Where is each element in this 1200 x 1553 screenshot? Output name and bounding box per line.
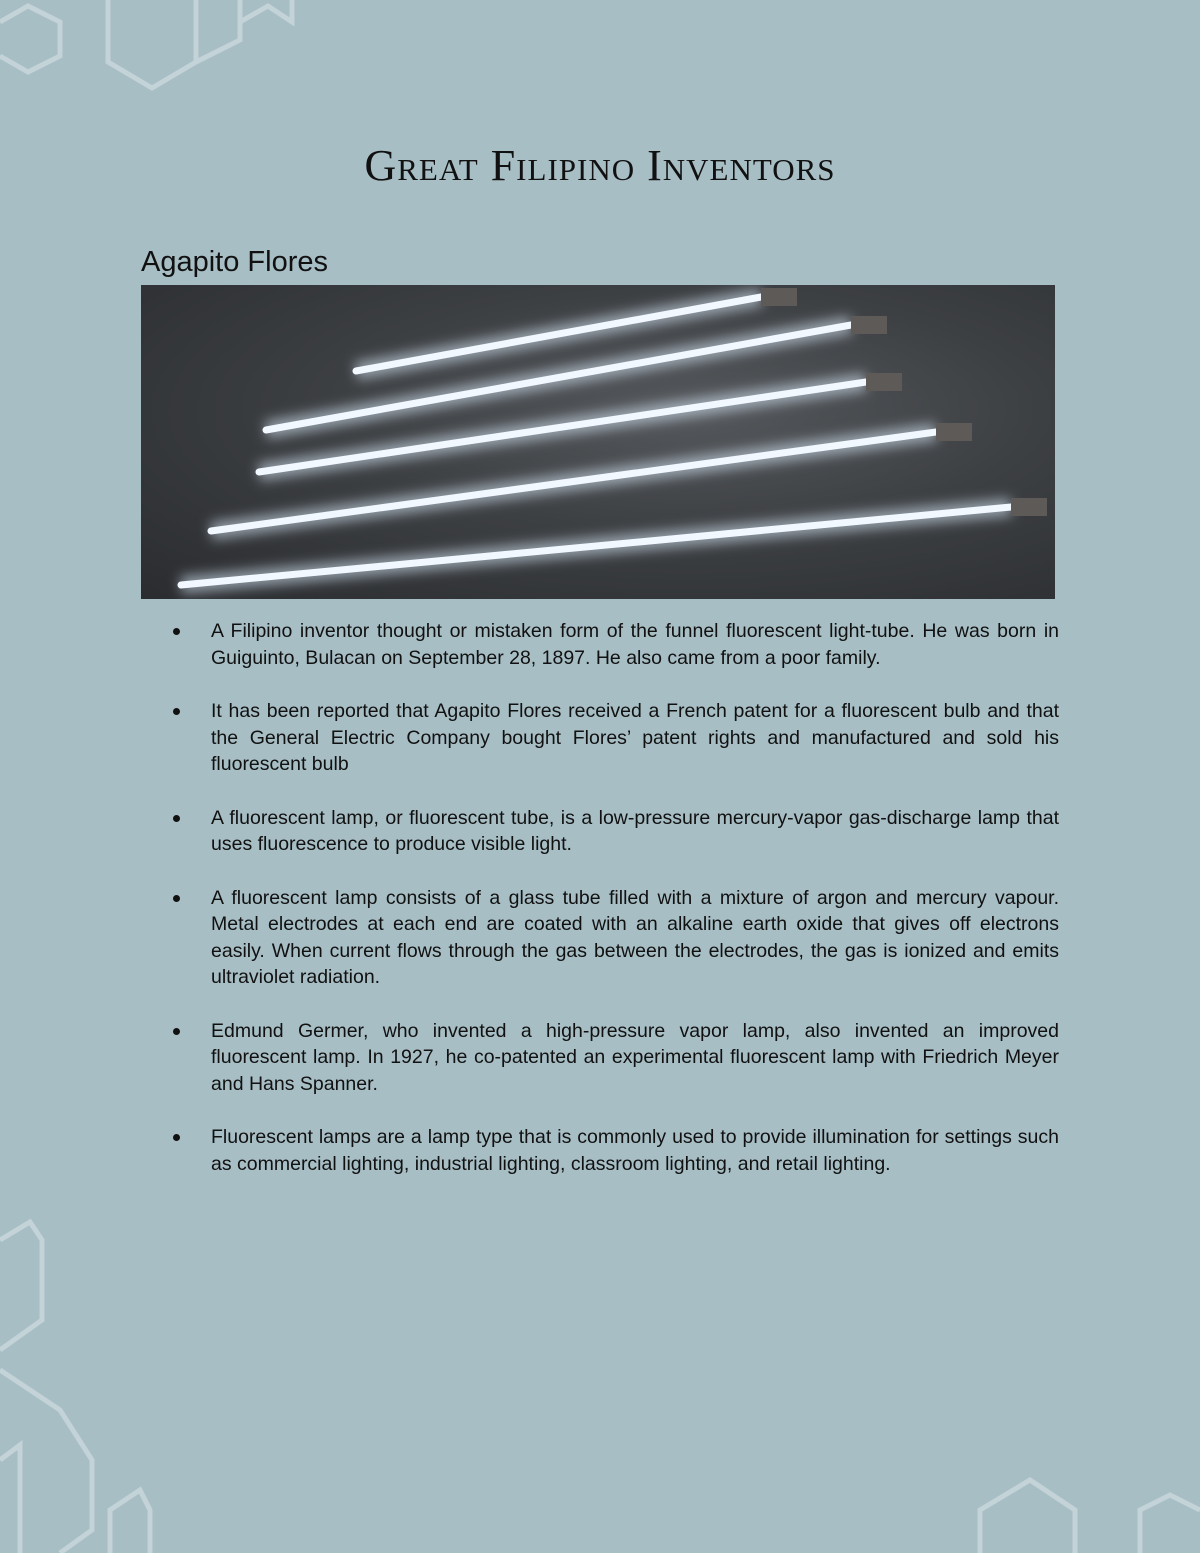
bullet-item — [173, 805, 1059, 858]
bullet-item — [173, 1124, 1059, 1177]
page-title: Great Filipino Inventors — [364, 141, 836, 190]
hexagon-pattern-decoration — [0, 0, 320, 120]
bullet-text: It has been reported that Agapito Flores received a French patent for a fluorescent bulb and that the General Electric Company bought Flores’ patent rights and manufactured and sold his fluorescent bulb — [211, 700, 1059, 775]
bullet-dot-icon — [173, 708, 180, 715]
hexagon-pattern-decoration — [0, 1210, 170, 1553]
bullet-item — [173, 1018, 1059, 1098]
tube-end-cap — [866, 373, 902, 391]
tube-end-cap — [761, 288, 797, 306]
bullet-text: A fluorescent lamp consists of a glass tube filled with a mixture of argon and mercury vapour. Metal electrodes at each end are coated with an alkaline earth oxide that gives off electrons easily. When current flows through the gas between the electrodes, the gas is ionized and emits ultraviolet radiation. — [211, 886, 1059, 988]
fact-list — [173, 618, 1059, 1204]
bullet-text: A fluorescent lamp, or fluorescent tube, is a low-pressure mercury-vapor gas-discharge lamp that uses fluorescence to produce visible light. — [211, 806, 1059, 855]
bullet-text: Fluorescent lamps are a lamp type that is commonly used to provide illumination for settings such as commercial lighting, industrial lighting, classroom lighting, and retail lighting. — [211, 1126, 1059, 1175]
inventor-heading: Agapito Flores — [141, 246, 328, 278]
bullet-item — [173, 885, 1059, 991]
bullet-text: Edmund Germer, who invented a high-pressure vapor lamp, also invented an improved fluorescent lamp. In 1927, he co-patented an experimental fluorescent lamp with Friedrich Meyer and Hans Spanner. — [211, 1019, 1059, 1095]
hexagon-pattern-decoration — [960, 1440, 1200, 1553]
bullet-item — [173, 698, 1059, 778]
tube-end-cap — [936, 423, 972, 441]
bullet-dot-icon — [173, 815, 180, 822]
bullet-dot-icon — [173, 1028, 180, 1035]
tube-end-cap — [851, 316, 887, 334]
bullet-item — [173, 618, 1059, 671]
bullet-dot-icon — [173, 1134, 180, 1141]
bullet-text: A Filipino inventor thought or mistaken form of the funnel fluorescent light-tube. He was born in Guiguinto, Bulacan on September 28, 1897. He also came from a poor family. — [211, 620, 1059, 669]
bullet-dot-icon — [173, 628, 180, 635]
bullet-dot-icon — [173, 895, 180, 902]
tube-end-cap — [1011, 498, 1047, 516]
fluorescent-tubes-illustration — [141, 285, 1055, 599]
fluorescent-tubes-photo — [141, 285, 1055, 599]
